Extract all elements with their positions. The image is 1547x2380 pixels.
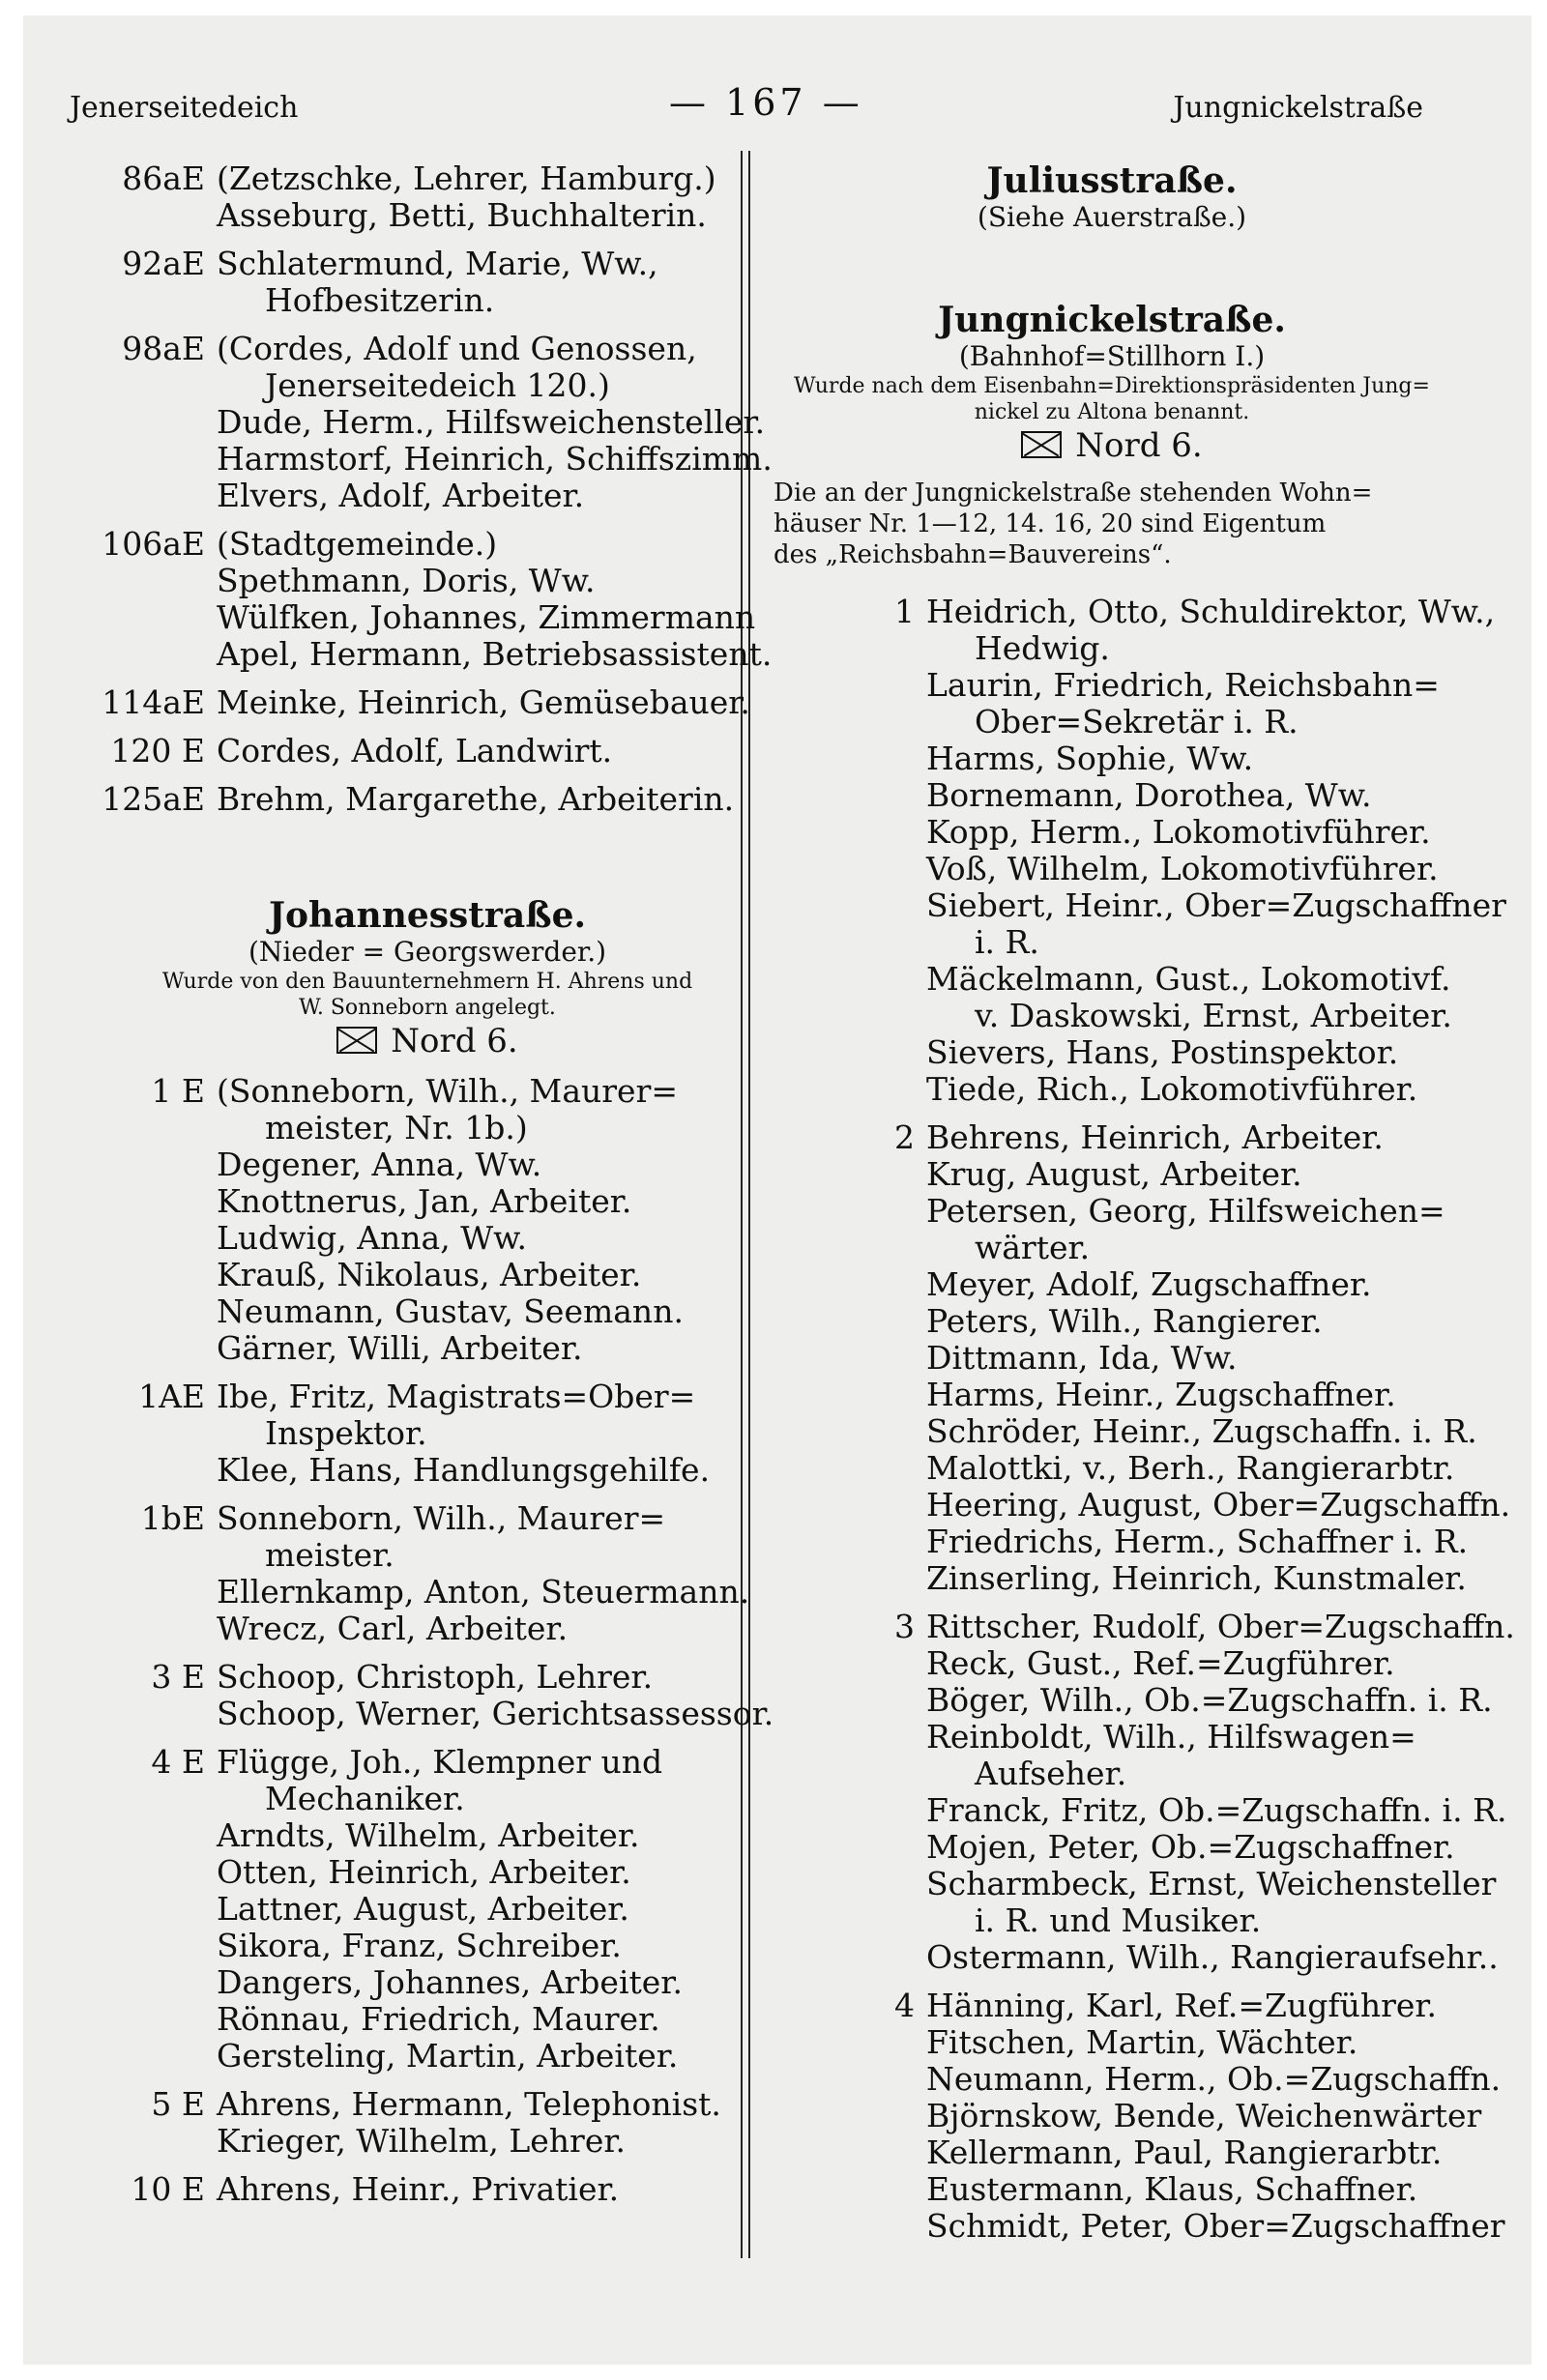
entry-line: Ober=Sekretär i. R. [975, 703, 1299, 740]
entry-line: Hänning, Karl, Ref.=Zugführer. [926, 1987, 1438, 2024]
entry-line: v. Daskowski, Ernst, Arbeiter. [975, 997, 1452, 1034]
house-number: 2 [894, 1118, 915, 1156]
entry-line: Krauß, Nikolaus, Arbeiter. [217, 1256, 642, 1293]
entry-line: Heering, August, Ober=Zugschaffn. [926, 1486, 1511, 1524]
entry-line: Ludwig, Anna, Ww. [217, 1219, 527, 1257]
entry-line: (Sonneborn, Wilh., Maurer= [217, 1072, 679, 1110]
directory-entry [99, 1744, 756, 2075]
directory-entry [99, 2171, 756, 2208]
street-name: Johannesstraße. [268, 895, 587, 936]
spacer [774, 570, 1450, 594]
directory-entry [99, 684, 756, 721]
house-number: 3 E [151, 1658, 205, 1696]
entry-line: Ibe, Fritz, Magistrats=Ober= [217, 1378, 696, 1415]
spacer [774, 466, 1450, 478]
entry-line: Neumann, Herm., Ob.=Zugschaffn. [926, 2060, 1502, 2098]
street-note: W. Sonneborn angelegt. [299, 996, 556, 1020]
entry-line: Spethmann, Doris, Ww. [217, 562, 596, 599]
street-name: Jungnickelstraße. [938, 300, 1286, 340]
entry-line: Lattner, August, Arbeiter. [217, 1890, 629, 1928]
directory-entry [99, 160, 756, 234]
entry-line: Schlatermund, Marie, Ww., [217, 245, 658, 282]
envelope-icon [1021, 431, 1062, 458]
postal-district-label: Nord 6. [391, 1022, 518, 1060]
entry-line: Bornemann, Dorothea, Ww. [926, 776, 1372, 814]
house-number: 114aE [102, 683, 205, 721]
entry-line: Scharmbeck, Ernst, Weichensteller [926, 1865, 1497, 1902]
house-number: 1 E [151, 1072, 205, 1110]
directory-entry [99, 1073, 756, 1367]
entry-line: Gersteling, Martin, Arbeiter. [217, 2037, 679, 2075]
entry-line: Arndts, Wilhelm, Arbeiter. [217, 1816, 640, 1854]
entry-line: Harms, Sophie, Ww. [926, 740, 1254, 777]
spacer [774, 2245, 1450, 2256]
entry-line: Meinke, Heinrich, Gemüsebauer. [217, 683, 750, 721]
entry-line: Neumann, Gustav, Seemann. [217, 1292, 684, 1330]
right-column [774, 160, 1515, 2256]
entry-line: Inspektor. [265, 1414, 427, 1452]
street-location: (Siehe Auerstraße.) [977, 201, 1247, 233]
entry-line: Aufseher. [975, 1755, 1127, 1792]
spacer [99, 818, 756, 829]
entry-line: Ellernkamp, Anton, Steuermann. [217, 1573, 750, 1611]
directory-entry [99, 246, 756, 319]
directory-entry [99, 781, 756, 818]
entry-line: Krug, August, Arbeiter. [926, 1155, 1302, 1193]
entry-line: Schröder, Heinr., Zugschaffn. i. R. [926, 1412, 1477, 1450]
entry-line: Knottnerus, Jan, Arbeiter. [217, 1182, 632, 1220]
envelope-icon [336, 1027, 377, 1054]
directory-entry [774, 1608, 1515, 1976]
postal-district [99, 1021, 756, 1061]
entry-line: Reck, Gust., Ref.=Zugführer. [926, 1644, 1395, 1682]
page-header [70, 81, 1423, 139]
entry-line: Björnskow, Bende, Weichenwärter [926, 2097, 1482, 2134]
entry-line: Ostermann, Wilh., Rangieraufsehr.. [926, 1938, 1499, 1976]
house-number: 98aE [122, 330, 205, 367]
house-number: 120 E [110, 732, 205, 769]
entry-line: Schoop, Werner, Gerichtsassessor. [217, 1695, 774, 1732]
entry-line: Laurin, Friedrich, Reichsbahn= [926, 666, 1440, 704]
entry-line: Franck, Fritz, Ob.=Zugschaffn. i. R. [926, 1791, 1507, 1829]
entry-line: Cordes, Adolf, Landwirt. [217, 732, 613, 769]
street-name: Juliusstraße. [986, 160, 1238, 201]
house-number: 4 E [151, 1743, 205, 1781]
entry-line: (Zetzschke, Lehrer, Hamburg.) [217, 160, 716, 197]
entry-line: Krieger, Wilhelm, Lehrer. [217, 2122, 626, 2160]
entry-line: Dangers, Johannes, Arbeiter. [217, 1963, 683, 2001]
entry-line: Eustermann, Klaus, Schaffner. [926, 2170, 1418, 2208]
entry-line: Otten, Heinrich, Arbeiter. [217, 1853, 631, 1891]
entry-line: Mäckelmann, Gust., Lokomotivf. [926, 960, 1451, 998]
street-location: (Nieder = Georgswerder.) [248, 936, 607, 968]
directory-page [23, 15, 1532, 2365]
entry-line: Sievers, Hans, Postinspektor. [926, 1033, 1399, 1071]
directory-entry [774, 1118, 1511, 1597]
entry-line: Petersen, Georg, Hilfsweichen= [926, 1192, 1445, 1230]
page-number: — 167 — [669, 81, 863, 124]
entry-line: Reinboldt, Wilh., Hilfswagen= [926, 1718, 1416, 1756]
directory-entry [774, 1987, 1505, 2245]
directory-entry [99, 525, 773, 673]
street-note: nickel zu Altona benannt. [974, 400, 1250, 424]
entry-line: Degener, Anna, Ww. [217, 1146, 542, 1183]
entry-line: i. R. [975, 923, 1039, 961]
street-note: Wurde von den Bauunternehmern H. Ahrens und [161, 970, 693, 994]
entry-line: Gärner, Willi, Arbeiter. [217, 1329, 583, 1367]
directory-entry [99, 330, 773, 514]
directory-entry [99, 2086, 756, 2160]
directory-entry [774, 593, 1506, 1108]
entry-line: Ahrens, Hermann, Telephonist. [217, 2085, 721, 2123]
house-number: 10 E [131, 2170, 205, 2208]
entry-line: Dude, Herm., Hilfsweichensteller. [217, 403, 766, 441]
entry-line: Tiede, Rich., Lokomotivführer. [926, 1070, 1418, 1108]
entry-line: wärter. [975, 1229, 1091, 1266]
house-number: 1bE [140, 1499, 205, 1537]
entry-line: Asseburg, Betti, Buchhalterin. [217, 196, 707, 234]
entry-line: Ahrens, Heinr., Privatier. [217, 2170, 620, 2208]
entry-line: Meyer, Adolf, Zugschaffner. [926, 1265, 1372, 1303]
left-column [99, 160, 774, 2220]
entry-line: Fitschen, Martin, Wächter. [926, 2023, 1358, 2061]
street-remark: Die an der Jungnickelstraße stehenden Wohn= [774, 479, 1373, 508]
entry-line: Klee, Hans, Handlungsgehilfe. [217, 1451, 711, 1489]
directory-entry [99, 733, 756, 769]
entry-line: Zinserling, Heinrich, Kunstmaler. [926, 1559, 1467, 1597]
house-number: 4 [894, 1987, 915, 2024]
entry-line: Rönnau, Friedrich, Maurer. [217, 2000, 660, 2038]
entry-line: Behrens, Heinrich, Arbeiter. [926, 1118, 1384, 1156]
directory-entry [99, 1658, 774, 1732]
directory-entry [99, 1500, 756, 1647]
entry-line: Wülfken, Johannes, Zimmermann [217, 598, 756, 636]
header-left: Jenerseitedeich [70, 91, 299, 125]
street-note: Wurde nach dem Eisenbahn=Direktionspräsidenten Jung= [794, 374, 1430, 398]
entry-line: Wrecz, Carl, Arbeiter. [217, 1610, 569, 1647]
house-number: 106aE [102, 525, 205, 563]
entry-line: Mechaniker. [265, 1780, 465, 1817]
street-remark: häuser Nr. 1—12, 14. 16, 20 sind Eigentum [774, 509, 1327, 538]
entry-line: meister. [265, 1536, 394, 1574]
entry-line: Elvers, Adolf, Arbeiter. [217, 477, 585, 514]
spacer [99, 829, 756, 895]
entry-line: Flügge, Joh., Klempner und [217, 1743, 663, 1781]
entry-line: Dittmann, Ida, Ww. [926, 1339, 1238, 1377]
house-number: 92aE [122, 245, 205, 282]
entry-line: Brehm, Margarethe, Arbeiterin. [217, 780, 735, 818]
entry-line: Schoop, Christoph, Lehrer. [217, 1658, 654, 1696]
street-remark: des „Reichsbahn=Bauvereins“. [774, 540, 1172, 569]
house-number: 1AE [138, 1378, 205, 1415]
postal-district-label: Nord 6. [1075, 426, 1203, 465]
entry-line: Kopp, Herm., Lokomotivführer. [926, 813, 1431, 851]
entry-line: Kellermann, Paul, Rangierarbtr. [926, 2133, 1443, 2171]
entry-line: Harmstorf, Heinrich, Schiffszimm. [217, 440, 773, 478]
house-number: 3 [894, 1608, 915, 1645]
street-location: (Bahnhof=Stillhorn I.) [958, 340, 1266, 372]
directory-entry [99, 1379, 756, 1489]
house-number: 86aE [122, 160, 205, 197]
entry-line: Apel, Hermann, Betriebsassistent. [217, 635, 773, 673]
entry-line: Malottki, v., Berh., Rangierarbtr. [926, 1449, 1455, 1487]
entry-line: i. R. und Musiker. [975, 1901, 1262, 1939]
house-number: 125aE [102, 780, 205, 818]
entry-line: Sikora, Franz, Schreiber. [217, 1927, 622, 1964]
postal-district [774, 425, 1450, 466]
entry-line: Sonneborn, Wilh., Maurer= [217, 1499, 666, 1537]
house-number: 1 [894, 593, 915, 630]
spacer [774, 234, 1450, 300]
entry-line: Heidrich, Otto, Schuldirektor, Ww., [926, 593, 1496, 630]
entry-line: (Stadtgemeinde.) [217, 525, 498, 563]
entry-line: Böger, Wilh., Ob.=Zugschaffn. i. R. [926, 1681, 1493, 1719]
house-number: 5 E [151, 2085, 205, 2123]
entry-line: (Cordes, Adolf und Genossen, [217, 330, 697, 367]
entry-line: Schmidt, Peter, Ober=Zugschaffner [926, 2207, 1505, 2245]
entry-line: Voß, Wilhelm, Lokomotivführer. [926, 850, 1439, 887]
entry-line: Peters, Wilh., Rangierer. [926, 1302, 1323, 1340]
entry-line: Hedwig. [975, 629, 1110, 667]
entry-line: Harms, Heinr., Zugschaffner. [926, 1376, 1396, 1413]
entry-line: Mojen, Peter, Ob.=Zugschaffner. [926, 1828, 1455, 1866]
entry-line: Friedrichs, Herm., Schaffner i. R. [926, 1523, 1469, 1560]
entry-line: Jenerseitedeich 120.) [265, 366, 610, 404]
entry-line: Siebert, Heinr., Ober=Zugschaffner [926, 886, 1506, 924]
header-right: Jungnickelstraße [1173, 91, 1423, 125]
entry-line: Rittscher, Rudolf, Ober=Zugschaffn. [926, 1608, 1515, 1645]
entry-line: Hofbesitzerin. [265, 281, 495, 319]
spacer [99, 2208, 756, 2220]
entry-line: meister, Nr. 1b.) [265, 1109, 528, 1146]
